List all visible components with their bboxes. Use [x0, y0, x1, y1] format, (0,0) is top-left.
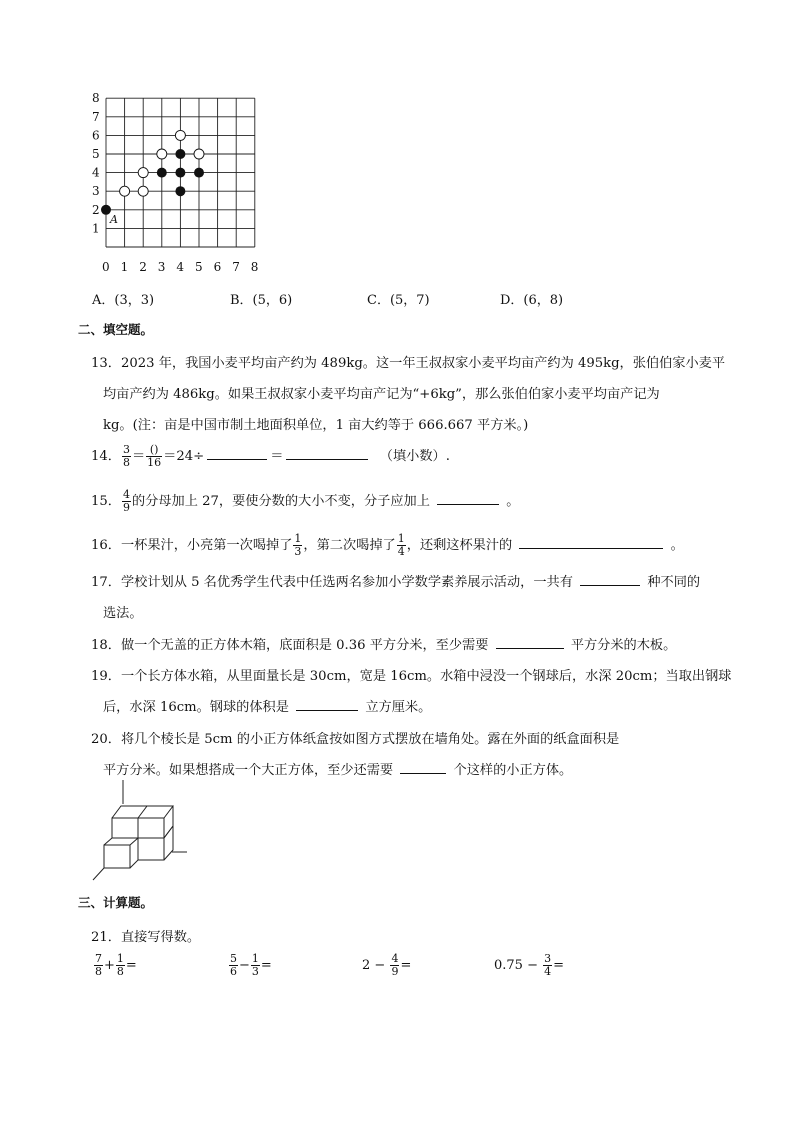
white-stone: [194, 149, 204, 159]
x-tick-label: 8: [250, 260, 259, 274]
y-axis-labels: [92, 91, 100, 235]
white-stone: [157, 149, 167, 159]
stacked-cubes-figure: [90, 780, 190, 884]
option-d: D．(6，8): [500, 293, 564, 308]
x-tick-label: 5: [195, 260, 203, 274]
x-tick-label: 7: [232, 260, 240, 274]
black-stone: [157, 168, 167, 178]
y-tick-label: 1: [92, 221, 100, 236]
y-tick-label: 3: [92, 184, 100, 199]
q13-line2: 均亩产约为 486kg。如果王叔叔家小麦平均亩产记为“+6kg”，那么张伯伯家小麦平均亩产记为: [103, 387, 660, 402]
option-a: A．(3，3): [92, 293, 155, 308]
q17-line2: 选法。: [103, 606, 143, 621]
q14-fraction-2: $\frac{()}{16}$: [147, 443, 162, 469]
x-tick-label: 2: [139, 260, 147, 274]
x-tick-label: 0: [102, 260, 110, 274]
q14-blank-2[interactable]: [286, 447, 368, 460]
calc-item-3: 2 − $\frac{4}{9}$ =: [362, 952, 412, 978]
calc-item-2: $\frac{5}{6}$ − $\frac{1}{3}$ =: [230, 952, 272, 978]
q16: 16．一杯果汁，小亮第一次喝掉了 $\frac{1}{3}$ ，第二次喝掉了 $\frac{1}{4}$ ，还剩这杯果汁的 。: [91, 532, 684, 558]
q16-blank[interactable]: [519, 536, 663, 549]
q17-blank[interactable]: [580, 573, 640, 586]
calc-item-4: 0.75 − $\frac{3}{4}$ =: [494, 952, 565, 978]
q20-line1: 20．将几个棱长是 5cm 的小正方体纸盒按如图方式摆放在墙角处。露在外面的纸盒面积是: [91, 732, 620, 747]
x-tick-label: 3: [157, 260, 166, 274]
q19-line1: 19．一个长方体水箱，从里面量长是 30cm，宽是 16cm。水箱中浸没一个钢球后，水深 20cm；当取出钢球: [91, 669, 732, 684]
q15-blank[interactable]: [437, 492, 499, 505]
white-stone: [138, 168, 148, 178]
point-a-label: A: [110, 212, 118, 226]
y-tick-label: 5: [92, 147, 100, 161]
black-stone: [175, 186, 185, 196]
white-stone: [120, 186, 130, 196]
black-stone: [175, 149, 185, 159]
white-stone: [175, 130, 185, 140]
coordinate-grid: [86, 91, 266, 278]
x-tick-label: 4: [176, 260, 185, 274]
q17-line1: 17．学校计划从 5 名优秀学生代表中任选两名参加小学数学素养展示活动，一共有 种不同的: [91, 575, 701, 590]
q15-fraction: $\frac{4}{9}$: [122, 488, 130, 514]
calc-item-1: $\frac{7}{8}$ + $\frac{1}{8}$ =: [95, 952, 137, 978]
black-stone: [194, 168, 204, 178]
q18-blank[interactable]: [496, 636, 564, 649]
y-tick-label: 2: [92, 202, 100, 217]
section-fill-blank-title: 二、填空题。: [78, 322, 154, 337]
q20-blank[interactable]: [400, 761, 446, 774]
section-calculation-title: 三、计算题。: [78, 895, 154, 910]
q18: 18．做一个无盖的正方体木箱，底面积是 0.36 平方分米，至少需要 平方分米的木板。: [91, 638, 677, 653]
y-tick-label: 4: [92, 165, 100, 180]
q19-blank[interactable]: [296, 698, 358, 711]
q20-line2: 平方分米。如果想搭成一个大正方体，至少还需要 个这样的小正方体。: [103, 763, 573, 778]
q16-fraction-2: $\frac{1}{4}$: [397, 532, 405, 558]
x-axis-labels: [102, 260, 258, 274]
black-stone: [175, 168, 185, 178]
q14-fraction-1: $\frac{3}{8}$: [122, 443, 130, 469]
x-tick-label: 6: [213, 260, 222, 274]
q13-line3: kg。(注：亩是中国市制土地面积单位，1 亩大约等于 666.667 平方米。): [103, 418, 529, 433]
y-tick-label: 8: [92, 91, 100, 106]
q15: 15． $\frac{4}{9}$ 的分母加上 27，要使分数的大小不变，分子应加上 。: [91, 488, 520, 514]
q13-line1: 13．2023 年，我国小麦平均亩产约为 489kg。这一年王叔叔家小麦平均亩产约为 495kg，张伯伯家小麦平: [91, 356, 726, 371]
option-c: C．(5，7): [367, 293, 430, 308]
x-tick-label: 1: [120, 260, 129, 274]
option-b: B．(5，6): [230, 293, 293, 308]
y-tick-label: 7: [92, 109, 100, 124]
q21-title: 21．直接写得数。: [91, 930, 201, 945]
white-stone: [138, 186, 148, 196]
y-tick-label: 6: [92, 128, 100, 143]
q19-line2: 后，水深 16cm。钢球的体积是 立方厘米。: [103, 700, 432, 715]
q14-number: 14．: [91, 449, 121, 464]
q16-fraction-1: $\frac{1}{3}$: [294, 532, 302, 558]
q14-blank-1[interactable]: [207, 447, 267, 460]
q14: 14． $\frac{3}{8}$ ＝ $\frac{()}{16}$ ＝24÷ ＝ （填小数）.: [91, 443, 450, 469]
